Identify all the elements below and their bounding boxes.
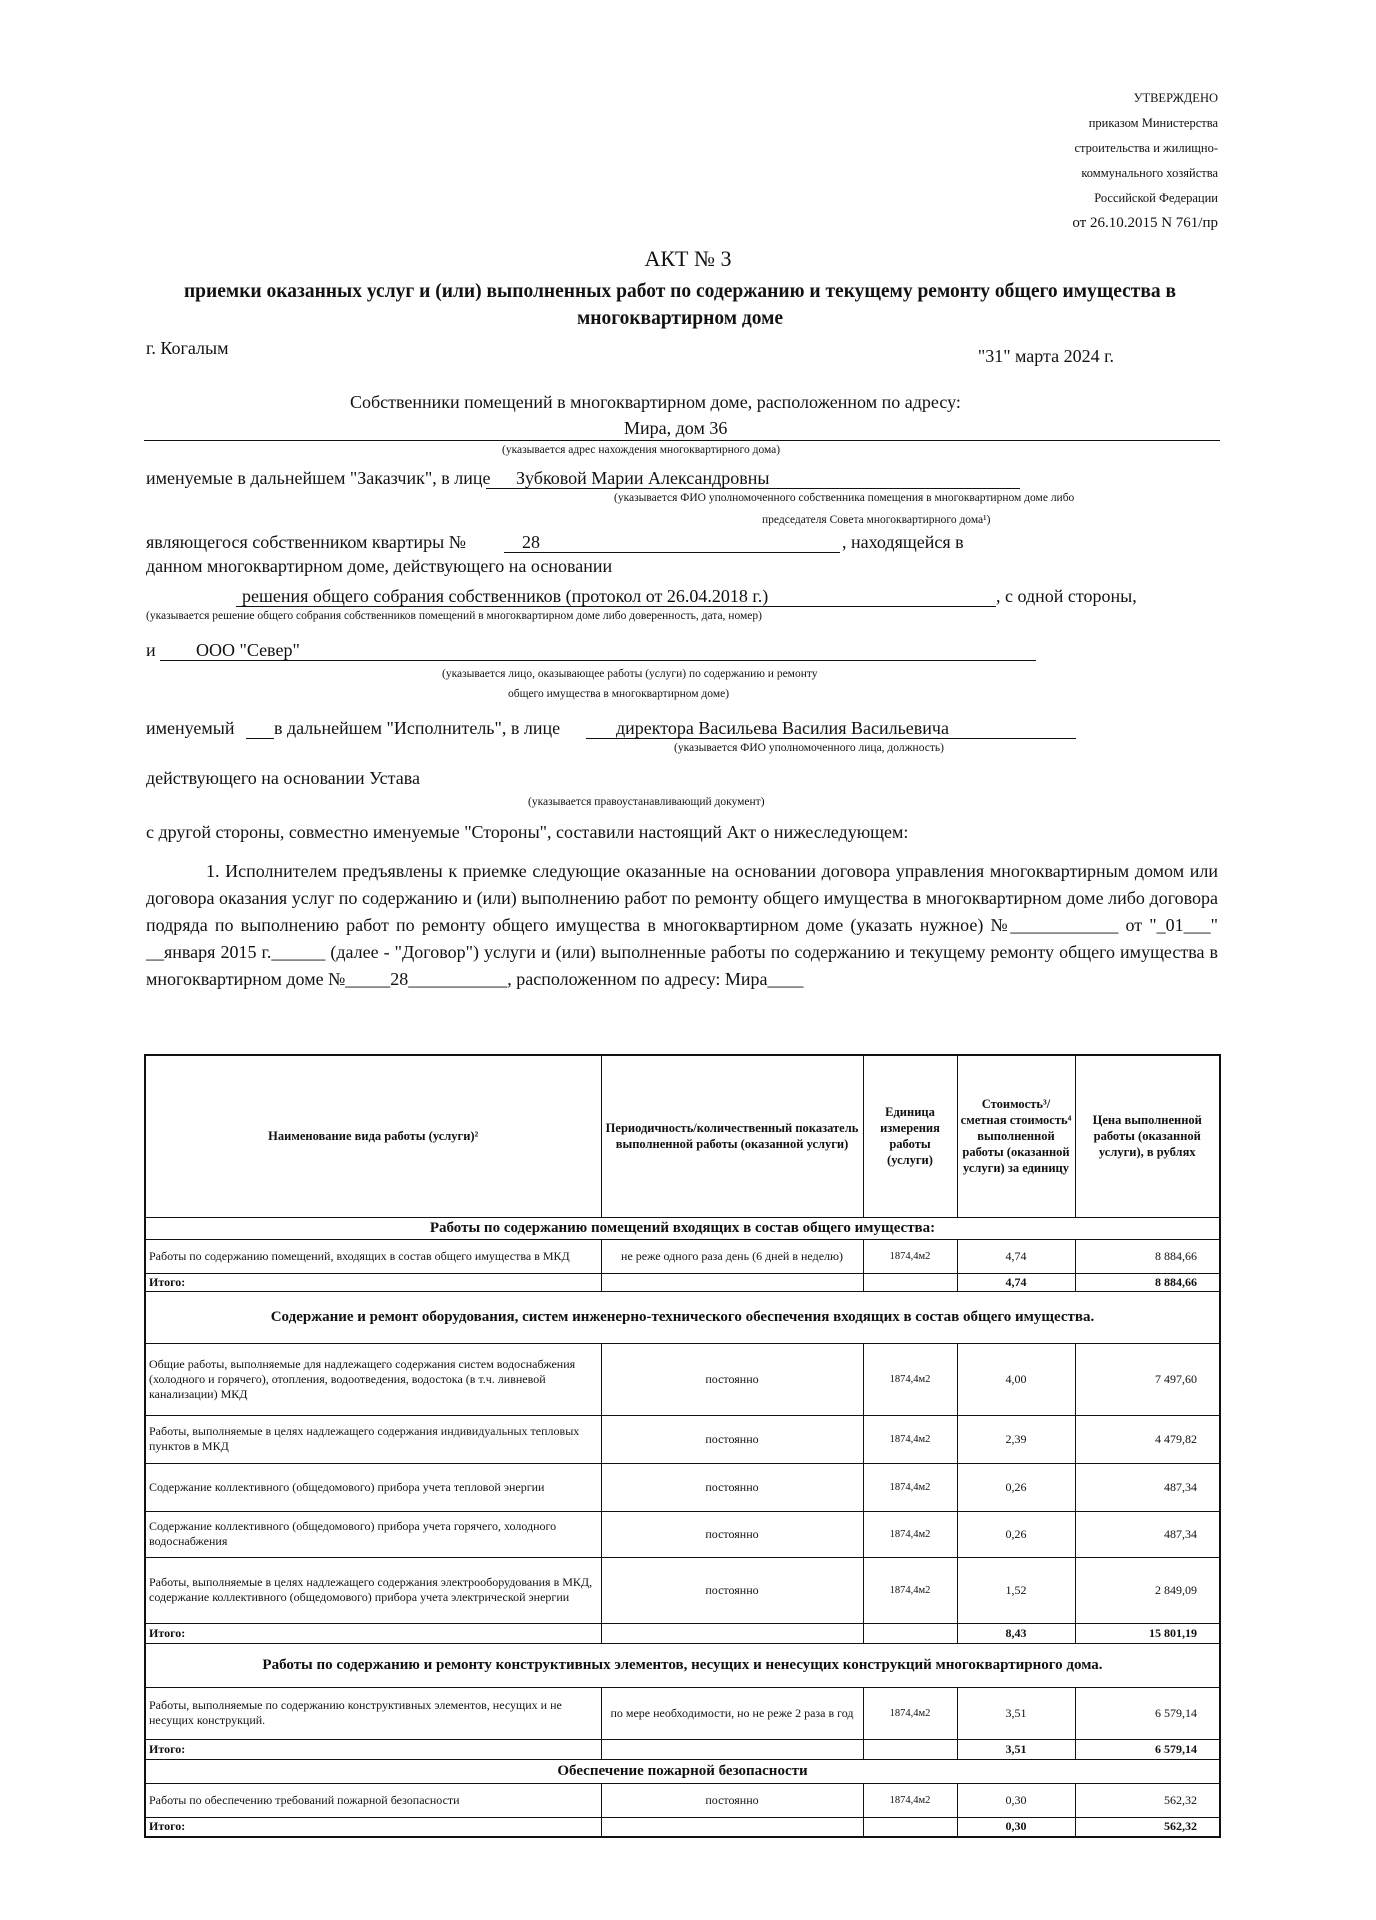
basis-suffix: , с одной стороны, (996, 586, 1137, 606)
work-period: постоянно (601, 1343, 863, 1415)
section-title: Работы по содержанию помещений входящих в состав общего имущества: (145, 1217, 1220, 1239)
work-price: 562,32 (1075, 1783, 1220, 1817)
header-unit: Единица измерения работы (услуги) (863, 1055, 957, 1217)
act-subtitle: приемки оказанных услуг и (или) выполненных работ по содержанию и текущему ремонту общего имущества в многоквартирном доме (183, 281, 1177, 329)
works-table (144, 1054, 1221, 1838)
approval-line: приказом Министерства (1088, 116, 1218, 130)
work-price: 4 479,82 (1075, 1415, 1220, 1463)
work-price: 8 884,66 (1075, 1239, 1220, 1273)
together-line: с другой стороны, совместно именуемые "Стороны", составили настоящий Акт о нижеследующем: (146, 822, 909, 842)
work-cost: 3,51 (957, 1687, 1075, 1739)
total-label: Итого: (145, 1739, 601, 1759)
work-name: Работы, выполняемые в целях надлежащего содержания электрооборудования в МКД, содержание коллективного (общедомового) прибора учета электрической энергии (145, 1557, 601, 1623)
work-unit: 1874,4м2 (863, 1687, 957, 1739)
basis-value: решения общего собрания собственников (протокол от 26.04.2018 г.) (242, 586, 769, 606)
work-price: 7 497,60 (1075, 1343, 1220, 1415)
work-unit: 1874,4м2 (863, 1511, 957, 1557)
work-cost: 4,00 (957, 1343, 1075, 1415)
act-city: г. Когалым (146, 338, 229, 358)
approval-stamp (958, 86, 1218, 236)
address-value: Мира, дом 36 (624, 418, 728, 438)
empty-cell (601, 1739, 863, 1759)
customer-name: Зубковой Марии Александровны (516, 468, 770, 488)
work-unit: 1874,4м2 (863, 1463, 957, 1511)
work-unit: 1874,4м2 (863, 1783, 957, 1817)
total-label: Итого: (145, 1623, 601, 1643)
work-name: Содержание коллективного (общедомового) прибора учета тепловой энергии (145, 1463, 601, 1511)
approval-line: строительства и жилищно- (1074, 141, 1218, 155)
contractor-hint: (указывается лицо, оказывающее работы (услуги) по содержанию и ремонту (442, 668, 818, 680)
work-cost: 4,74 (957, 1239, 1075, 1273)
act-date: "31" марта 2024 г. (977, 346, 1114, 366)
total-row (145, 1739, 1220, 1759)
executor-name: директора Васильева Василия Васильевича (616, 718, 949, 738)
apartment-underline (504, 552, 840, 553)
empty-cell (863, 1623, 957, 1643)
approval-line: Российской Федерации (1094, 191, 1218, 205)
total-cost: 4,74 (957, 1273, 1075, 1291)
work-price: 2 849,09 (1075, 1557, 1220, 1623)
empty-cell (601, 1817, 863, 1837)
total-price: 6 579,14 (1075, 1739, 1220, 1759)
approval-line: от 26.10.2015 N 761/пр (1072, 215, 1218, 231)
work-name: Общие работы, выполняемые для надлежащего содержания систем водоснабжения (холодного и горячего), отопления, водоотведения, водостока (в т.ч. ливневой канализации) МКД (145, 1343, 601, 1415)
work-unit: 1874,4м2 (863, 1343, 957, 1415)
work-unit: 1874,4м2 (863, 1557, 957, 1623)
work-period: постоянно (601, 1557, 863, 1623)
customer-prefix: именуемые в дальнейшем "Заказчик", в лице (146, 468, 491, 488)
work-name: Работы, выполняемые по содержанию конструктивных элементов, несущих и не несущих конструкций. (145, 1687, 601, 1739)
empty-cell (601, 1623, 863, 1643)
work-cost: 2,39 (957, 1415, 1075, 1463)
table-row (145, 1415, 1220, 1463)
work-price: 487,34 (1075, 1463, 1220, 1511)
table-row (145, 1687, 1220, 1739)
contractor-name: ООО "Север" (196, 640, 300, 660)
total-label: Итого: (145, 1273, 601, 1291)
work-price: 6 579,14 (1075, 1687, 1220, 1739)
work-period: постоянно (601, 1783, 863, 1817)
empty-cell (863, 1817, 957, 1837)
owner-prefix: являющегося собственником квартиры № (146, 532, 466, 552)
approval-line: коммунального хозяйства (1081, 166, 1218, 180)
contractor-hint: общего имущества в многоквартирном доме) (508, 688, 730, 700)
section-title: Содержание и ремонт оборудования, систем инженерно-технического обеспечения входящих в состав общего имущества. (145, 1291, 1220, 1343)
section-title: Обеспечение пожарной безопасности (145, 1759, 1220, 1783)
acting-basis: действующего на основании Устава (146, 768, 420, 788)
header-cost: Стоимость³/сметная стоимость⁴ выполненной работы (оказанной услуги) за единицу (957, 1055, 1075, 1217)
table-header-row (145, 1055, 1220, 1217)
total-cost: 0,30 (957, 1817, 1075, 1837)
empty-cell (863, 1273, 957, 1291)
total-cost: 3,51 (957, 1739, 1075, 1759)
and-word: и (146, 640, 156, 660)
work-period: постоянно (601, 1463, 863, 1511)
work-cost: 0,26 (957, 1511, 1075, 1557)
section-row (145, 1759, 1220, 1783)
header-period: Периодичность/количественный показатель выполненной работы (оказанной услуги) (601, 1055, 863, 1217)
header-price: Цена выполненной работы (оказанной услуги), в рублях (1075, 1055, 1220, 1217)
approval-line: УТВЕРЖДЕНО (1133, 91, 1218, 105)
work-name: Работы по обеспечению требований пожарной безопасности (145, 1783, 601, 1817)
executor-underline-1 (246, 738, 274, 739)
paragraph-1-text: 1. Исполнителем предъявлены к приемке следующие оказанные на основании договора управления многоквартирным домом или договора оказания услуг по содержанию и (или) выполнению работ по ремонту общего имущества в многоквартирном доме либо договора подряда по выполнению работ по ремонту общего имущества в многоквартирном доме (указать нужное) №____________ от "_01___" __января 2015 г.______ (далее - "Договор") услуги и (или) выполненные работы по содержанию и текущему ремонту общего имущества в многоквартирном доме №_____28___________, расположенном по адресу: Мира____ (146, 861, 1218, 989)
work-period: не реже одного раза день (6 дней в неделю) (601, 1239, 863, 1273)
total-price: 8 884,66 (1075, 1273, 1220, 1291)
address-hint: (указывается адрес нахождения многоквартирного дома) (502, 444, 781, 456)
work-cost: 1,52 (957, 1557, 1075, 1623)
empty-cell (863, 1739, 957, 1759)
table-row (145, 1343, 1220, 1415)
total-row (145, 1273, 1220, 1291)
table-row (145, 1239, 1220, 1273)
section-row (145, 1643, 1220, 1687)
empty-cell (601, 1273, 863, 1291)
table-row (145, 1511, 1220, 1557)
work-cost: 0,26 (957, 1463, 1075, 1511)
work-name: Работы по содержанию помещений, входящих в состав общего имущества в МКД (145, 1239, 601, 1273)
paragraph-1 (146, 858, 1218, 993)
customer-hint: (указывается ФИО уполномоченного собственника помещения в многоквартирном доме либо (614, 492, 1075, 504)
table-row (145, 1783, 1220, 1817)
work-cost: 0,30 (957, 1783, 1075, 1817)
acting-hint: (указывается правоустанавливающий документ) (528, 796, 765, 808)
address-underline (144, 440, 1220, 441)
table-row (145, 1463, 1220, 1511)
basis-hint: (указывается решение общего собрания собственников помещений в многоквартирном доме либо доверенность, дата, номер) (146, 610, 762, 622)
work-period: постоянно (601, 1415, 863, 1463)
work-unit: 1874,4м2 (863, 1415, 957, 1463)
total-price: 15 801,19 (1075, 1623, 1220, 1643)
act-title: АКТ № 3 (644, 246, 732, 271)
work-period: по мере необходимости, но не реже 2 раза в год (601, 1687, 863, 1739)
executor-prefix: именуемый (146, 718, 235, 738)
total-price: 562,32 (1075, 1817, 1220, 1837)
work-price: 487,34 (1075, 1511, 1220, 1557)
total-row (145, 1817, 1220, 1837)
total-row (145, 1623, 1220, 1643)
owner-suffix: , находящейся в (842, 532, 964, 552)
section-title: Работы по содержанию и ремонту конструктивных элементов, несущих и ненесущих конструкций многоквартирного дома. (145, 1643, 1220, 1687)
executor-mid: в дальнейшем "Исполнитель", в лице (274, 718, 561, 738)
customer-hint: председателя Совета многоквартирного дома¹) (762, 514, 991, 526)
section-row (145, 1217, 1220, 1239)
work-name: Содержание коллективного (общедомового) прибора учета горячего, холодного водоснабжения (145, 1511, 601, 1557)
basis-line: данном многоквартирном доме, действующего на основании (146, 556, 613, 576)
header-name: Наименование вида работы (услуги)² (145, 1055, 601, 1217)
table-row (145, 1557, 1220, 1623)
owners-line: Собственники помещений в многоквартирном доме, расположенном по адресу: (350, 392, 961, 412)
total-label: Итого: (145, 1817, 601, 1837)
executor-hint: (указывается ФИО уполномоченного лица, должность) (674, 742, 944, 754)
work-period: постоянно (601, 1511, 863, 1557)
work-unit: 1874,4м2 (863, 1239, 957, 1273)
work-name: Работы, выполняемые в целях надлежащего содержания индивидуальных тепловых пунктов в МКД (145, 1415, 601, 1463)
total-cost: 8,43 (957, 1623, 1075, 1643)
section-row (145, 1291, 1220, 1343)
apartment-number: 28 (522, 532, 540, 552)
